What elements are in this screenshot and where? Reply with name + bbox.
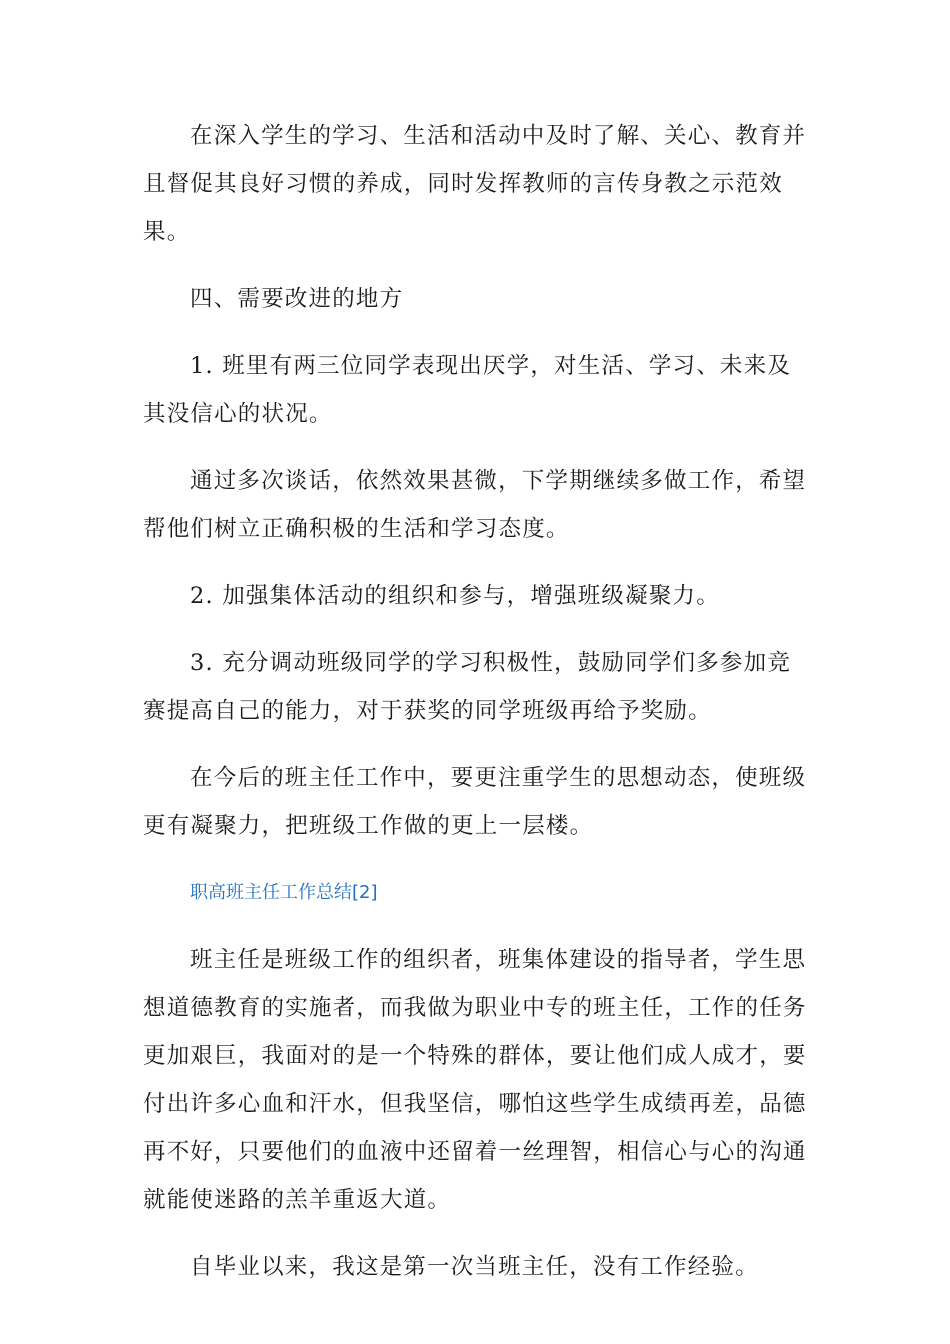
article-link[interactable]: 职高班主任工作总结[2] — [190, 882, 378, 903]
list-item-2: 2. 加强集体活动的组织和参与，增强班级凝聚力。 — [190, 583, 720, 609]
paragraph-habits: 在深入学生的学习、生活和活动中及时了解、关心、教育并且督促其良好习惯的养成，同时发挥教师的言传身教之示范效果。 — [143, 123, 807, 245]
paragraph-role: 班主任是班级工作的组织者，班集体建设的指导者，学生思想道德教育的实施者，而我做为职业中专的班主任，工作的任务更加艰巨，我面对的是一个特殊的群体，要让他们成人成才，要付出许多心血和汗水，但我坚信，哪怕这些学生成绩再差，品德再不好，只要他们的血液中还留着一丝理智，相信心与心的沟通就能使迷路的羔羊重返大道。 — [143, 947, 807, 1213]
list-item-1: 1. 班里有两三位同学表现出厌学，对生活、学习、未来及其没信心的状况。 — [143, 353, 792, 427]
section-heading-improvements: 四、需要改进的地方 — [190, 286, 404, 312]
list-item-3: 3. 充分调动班级同学的学习积极性，鼓励同学们多参加竞赛提高自己的能力，对于获奖的同学班级再给予奖励。 — [143, 650, 792, 724]
paragraph-future: 在今后的班主任工作中，要更注重学生的思想动态，使班级更有凝聚力，把班级工作做的更上一层楼。 — [143, 765, 807, 839]
document-body — [143, 112, 808, 1291]
paragraph-first-time: 自毕业以来，我这是第一次当班主任，没有工作经验。 — [190, 1254, 759, 1280]
paragraph-talks: 通过多次谈话，依然效果甚微，下学期继续多做工作，希望帮他们树立正确积极的生活和学习态度。 — [143, 468, 807, 542]
